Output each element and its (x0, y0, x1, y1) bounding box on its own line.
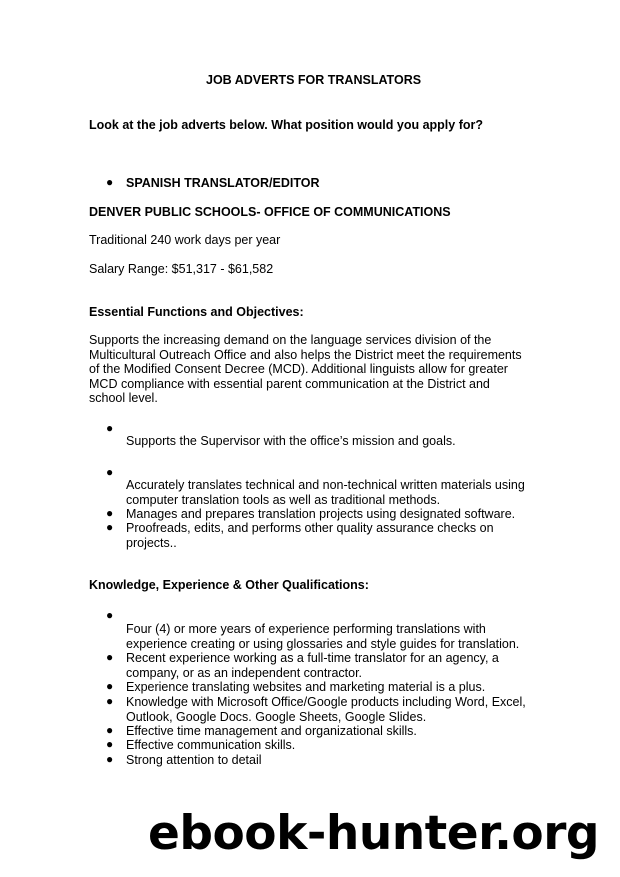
work-days: Traditional 240 work days per year (89, 233, 281, 247)
bullet-marker: ● (106, 608, 114, 622)
employer-heading: DENVER PUBLIC SCHOOLS- OFFICE OF COMMUNICATIONS (89, 205, 451, 219)
list-item: Effective time management and organizational skills. (126, 724, 417, 738)
list-item: Proofreads, edits, and performs other quality assurance checks on projects.. (126, 521, 494, 550)
list-item: Four (4) or more years of experience performing translations with experience creating or using glossaries and style guides for translation. (126, 622, 520, 651)
bullet-marker: ● (106, 650, 114, 664)
watermark: ebook-hunter.org (148, 806, 600, 861)
page-title: JOB ADVERTS FOR TRANSLATORS (206, 73, 422, 87)
list-item: Manages and prepares translation projects using designated software. (126, 507, 516, 521)
list-item: Supports the Supervisor with the office’s mission and goals. (126, 434, 456, 448)
position-title: SPANISH TRANSLATOR/EDITOR (126, 176, 320, 190)
bullet-marker: ● (106, 421, 114, 435)
list-item: Strong attention to detail (126, 753, 262, 767)
list-item: Effective communication skills. (126, 738, 296, 752)
list-item: Accurately translates technical and non-technical written materials using computer translation tools as well as traditional methods. (126, 478, 525, 507)
functions-heading: Essential Functions and Objectives: (89, 305, 304, 319)
bullet-marker: ● (106, 737, 114, 751)
functions-paragraph: Supports the increasing demand on the language services division of the Multicultural Outreach Office and also helps the District meet the requirements of the Modified Consent Decree (MCD). Additional linguists allow for greater MCD compliance with essential parent communication at the District and school level. (89, 333, 522, 405)
salary-range: Salary Range: $51,317 - $61,582 (89, 262, 274, 276)
bullet-marker: ● (106, 752, 114, 766)
bullet-marker: ● (106, 723, 114, 737)
bullet-marker: ● (106, 520, 114, 534)
list-item: Experience translating websites and marketing material is a plus. (126, 680, 486, 694)
qualifications-heading: Knowledge, Experience & Other Qualifications: (89, 578, 369, 592)
bullet-marker: ● (106, 694, 114, 708)
bullet-marker: ● (106, 465, 114, 479)
bullet-marker: ● (106, 175, 114, 189)
bullet-marker: ● (106, 506, 114, 520)
bullet-marker: ● (106, 679, 114, 693)
list-item: Knowledge with Microsoft Office/Google products including Word, Excel, Outlook, Google Docs. Google Sheets, Google Slides. (126, 695, 526, 724)
list-item: Recent experience working as a full-time translator for an agency, a company, or as an independent contractor. (126, 651, 499, 680)
question-line: Look at the job adverts below. What position would you apply for? (89, 118, 483, 132)
